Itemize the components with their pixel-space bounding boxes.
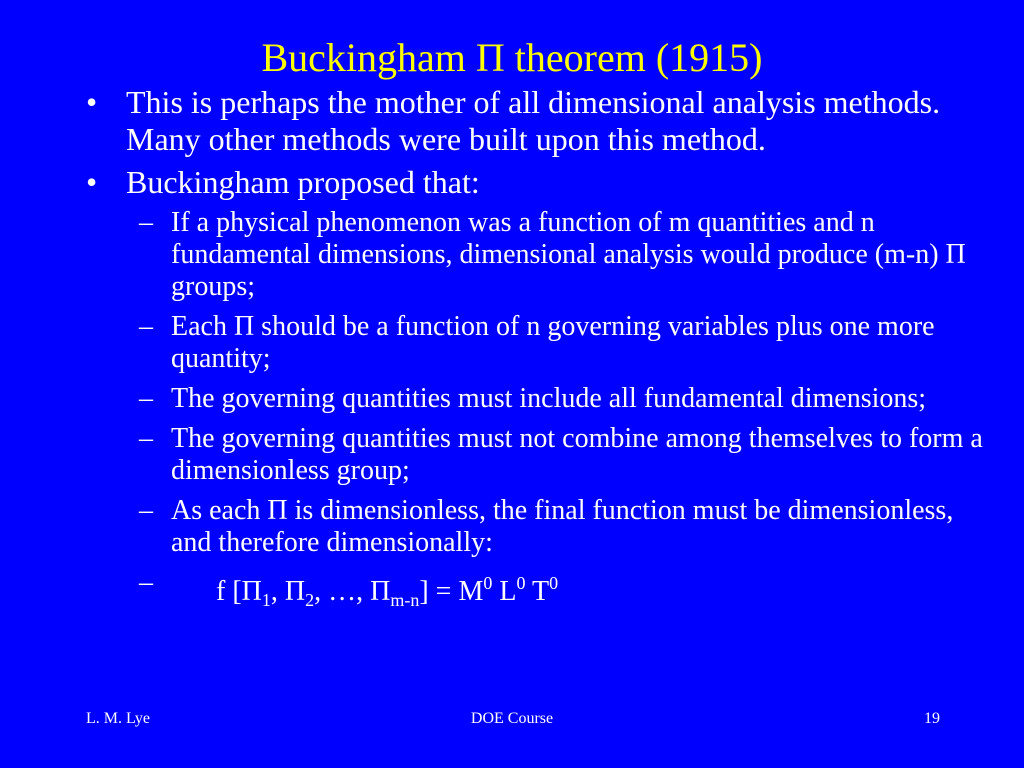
dash-mark: – — [139, 383, 153, 414]
bullet-list — [86, 84, 986, 624]
sub-bullet-item — [134, 311, 986, 375]
bullet-mark: • — [86, 84, 98, 120]
sub-bullet-item — [134, 495, 986, 559]
bullet-text: Buckingham proposed that: — [126, 164, 480, 200]
dash-mark: – — [139, 423, 153, 454]
bullet-mark: • — [86, 164, 98, 200]
sub-bullet-list — [86, 207, 986, 616]
sub-bullet-item — [134, 207, 986, 303]
sub-bullet-item — [134, 383, 986, 415]
dash-mark: – — [139, 311, 153, 342]
formula-item — [134, 567, 986, 616]
sub-bullet-item — [134, 423, 986, 487]
dash-mark: – — [139, 567, 153, 598]
sub-bullet-text: If a physical phenomenon was a function of m quantities and n fundamental dimensions, dimensional analysis would produce (m-n) Π groups; — [171, 207, 966, 302]
formula: f [$\Pi_1$, $\Pi_2$, …, $\Pi_{m-n}] = M^0$ $L^0$ $T^0$ — [216, 573, 559, 610]
page-number: 19 — [924, 710, 940, 727]
slide-title: Buckingham Π theorem (1915) — [261, 35, 763, 80]
sub-bullet-text: As each Π is dimensionless, the final function must be dimensionless, and therefore dimensionally: — [171, 495, 954, 558]
sub-bullet-text: Each Π should be a function of n governing variables plus one more quantity; — [171, 311, 935, 374]
sub-bullet-text: The governing quantities must include all fundamental dimensions; — [171, 383, 927, 414]
footer-course: DOE Course — [470, 710, 554, 727]
dash-mark: – — [139, 495, 153, 526]
footer-author: L. M. Lye — [86, 710, 150, 727]
bullet-text: This is perhaps the mother of all dimensional analysis methods. Many other methods were built upon this method. — [126, 84, 941, 157]
bullet-item — [86, 84, 986, 158]
bullet-item — [86, 164, 986, 201]
sub-bullet-text: The governing quantities must not combine among themselves to form a dimensionless group; — [171, 423, 983, 486]
dash-mark: – — [139, 207, 153, 238]
